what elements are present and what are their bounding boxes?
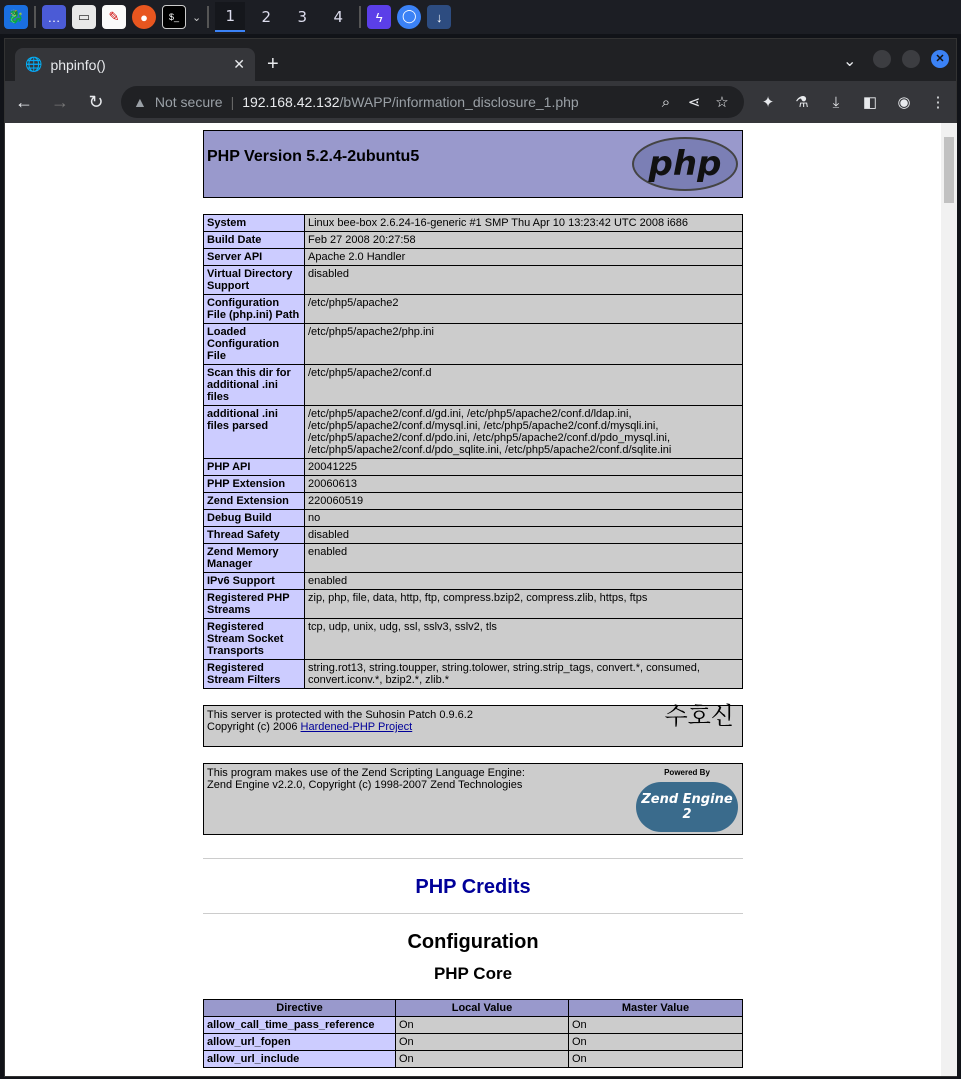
suhosin-text: This server is protected with the Suhosin Patch 0.9.6.2 [207,709,473,721]
info-table [203,214,743,689]
zend-copyright: Zend Engine v2.2.0, Copyright (c) 1998-2007 Zend Technologies [207,779,523,791]
not-secure-label[interactable]: Not secure [154,94,223,110]
info-row [204,544,743,573]
info-value: disabled [305,266,743,295]
page-content [5,123,941,1076]
desktop-icon[interactable]: … [42,5,66,29]
info-value: /etc/php5/apache2/conf.d/gd.ini, /etc/php5/apache2/conf.d/ldap.ini, /etc/php5/apache2/conf.d/mysql.ini, /etc/php5/apache2/conf.d/mysqli.ini, /etc/php5/apache2/conf.d/pdo.ini, /etc/php5/apache2/conf.d/pdo_mysql.ini, /etc/php5/apache2/conf.d/pdo_sqlite.ini, /etc/php5/apache2/conf.d/sqlite.ini [305,406,743,459]
info-key: Server API [204,249,305,266]
toolbar [5,81,956,123]
info-key: Virtual Directory Support [204,266,305,295]
url-host: 192.168.42.132 [242,94,340,110]
info-value: Linux bee-box 2.6.24-16-generic #1 SMP Thu Apr 10 13:23:42 UTC 2008 i686 [305,215,743,232]
info-key: Scan this dir for additional .ini files [204,365,305,406]
info-value: 220060519 [305,493,743,510]
info-row [204,619,743,660]
suhosin-copyright: Copyright (c) 2006 [207,721,301,733]
info-row [204,459,743,476]
workspace-2[interactable]: 2 [261,8,271,26]
terminal-icon[interactable]: $_ [162,5,186,29]
column-header: Local Value [396,1000,569,1017]
column-header: Master Value [569,1000,743,1017]
directive-row [204,1051,743,1068]
powered-by-label: Powered By [664,768,710,777]
info-value: 20060613 [305,476,743,493]
share-icon[interactable]: ⋖ [687,94,701,111]
info-row [204,215,743,232]
info-value: Apache 2.0 Handler [305,249,743,266]
hardened-php-link[interactable]: Hardened-PHP Project [300,721,413,733]
close-tab-icon[interactable]: ✕ [233,56,245,72]
globe-icon: 🌐 [25,56,43,72]
info-value: enabled [305,573,743,590]
info-row [204,406,743,459]
column-header: Directive [204,1000,396,1017]
info-key: IPv6 Support [204,573,305,590]
tab-strip [5,39,956,81]
zend-text: This program makes use of the Zend Scripting Language Engine: [207,767,525,779]
php-credits-link[interactable]: PHP Credits [415,876,531,898]
info-value: tcp, udp, unix, udg, ssl, sslv3, sslv2, tls [305,619,743,660]
master-value: On [569,1034,743,1051]
minimize-button[interactable] [873,50,891,68]
browser-window [4,38,957,1077]
info-key: Registered Stream Socket Transports [204,619,305,660]
info-row [204,476,743,493]
text-editor-icon[interactable]: ✎ [102,5,126,29]
info-row [204,493,743,510]
info-key: Registered Stream Filters [204,660,305,689]
local-value: On [396,1034,569,1051]
php-core-table [203,999,743,1068]
suhosin-box [203,702,743,747]
forward-icon[interactable]: → [51,91,69,112]
tab-title: phpinfo() [50,56,106,73]
info-value: zip, php, file, data, http, ftp, compress.bzip2, compress.zlib, https, ftps [305,590,743,619]
downloads-folder-icon[interactable]: ↓ [427,5,451,29]
info-row [204,266,743,295]
directive-name: allow_url_include [204,1051,396,1068]
bookmark-star-icon[interactable]: ☆ [715,94,729,111]
master-value: On [569,1051,743,1068]
info-key: PHP Extension [204,476,305,493]
info-row [204,527,743,544]
close-window-button[interactable]: ✕ [931,50,949,68]
info-row [204,249,743,266]
workspace-3[interactable]: 3 [297,8,307,26]
info-key: System [204,215,305,232]
info-value: 20041225 [305,459,743,476]
info-row [204,573,743,590]
divider [203,858,743,859]
directive-row [204,1034,743,1051]
info-row [204,324,743,365]
zend-engine-logo: Zend Engine 2 [636,782,738,832]
new-tab-button[interactable]: + [267,53,279,75]
profile-avatar[interactable]: ◉ [897,94,911,111]
scrollbar[interactable] [941,123,957,1076]
chromium-icon[interactable]: ◯ [397,5,421,29]
directive-name: allow_url_fopen [204,1034,396,1051]
php-core-heading: PHP Core [433,964,513,983]
info-value: no [305,510,743,527]
workspace-4[interactable]: 4 [333,8,343,26]
info-value: /etc/php5/apache2 [305,295,743,324]
divider [359,6,361,28]
tab-phpinfo[interactable] [15,48,255,81]
info-value: /etc/php5/apache2/php.ini [305,324,743,365]
info-key: Build Date [204,232,305,249]
info-value: disabled [305,527,743,544]
info-row [204,590,743,619]
back-icon[interactable]: ← [15,91,33,112]
suhosin-logo[interactable]: 수호신 [664,702,734,730]
directive-row [204,1017,743,1034]
url-path: /bWAPP/information_disclosure_1.php [339,94,579,110]
info-key: Configuration File (php.ini) Path [204,295,305,324]
info-key: PHP API [204,459,305,476]
info-row [204,232,743,249]
zend-logo[interactable] [636,767,738,832]
info-key: Zend Extension [204,493,305,510]
info-key: Loaded Configuration File [204,324,305,365]
php-logo[interactable]: php [632,137,738,191]
info-row [204,510,743,527]
extensions-icon[interactable]: ✦ [761,94,775,111]
info-value: /etc/php5/apache2/conf.d [305,365,743,406]
info-value: Feb 27 2008 20:27:58 [305,232,743,249]
file-manager-icon[interactable]: ▭ [72,5,96,29]
labs-icon[interactable]: ⚗ [795,94,809,111]
app-bolt-icon[interactable]: ϟ [367,5,391,29]
directive-name: allow_call_time_pass_reference [204,1017,396,1034]
maximize-button[interactable] [902,50,920,68]
php-version-title: PHP Version 5.2.4-2ubuntu5 [207,148,420,165]
zend-box [203,763,743,835]
info-row [204,660,743,689]
divider [203,913,743,914]
master-value: On [569,1017,743,1034]
kali-menu-icon[interactable]: 🐉 [4,5,28,29]
info-value: string.rot13, string.toupper, string.tolower, string.strip_tags, convert.*, consumed, convert.iconv.*, bzip2.*, zlib.* [305,660,743,689]
local-value: On [396,1051,569,1068]
tab-search-icon[interactable]: ⌄ [843,53,857,70]
chevron-down-icon[interactable]: ⌄ [192,11,202,24]
reload-icon[interactable]: ↻ [88,91,104,112]
scrollbar-thumb[interactable] [944,137,954,203]
zoom-icon[interactable]: ⌕ [661,93,671,111]
menu-icon[interactable]: ⋮ [930,94,946,111]
info-key: Registered PHP Streams [204,590,305,619]
info-key: additional .ini files parsed [204,406,305,459]
workspace-1[interactable]: 1 [215,2,245,32]
info-key: Zend Memory Manager [204,544,305,573]
info-key: Thread Safety [204,527,305,544]
info-row [204,365,743,406]
firefox-icon[interactable]: ● [132,5,156,29]
taskbar [0,0,961,34]
info-row [204,295,743,324]
download-icon[interactable]: ⤓ [832,93,840,111]
side-panel-icon[interactable]: ◧ [862,94,878,111]
divider [34,6,36,28]
info-value: enabled [305,544,743,573]
php-version-header [203,130,743,198]
address-bar[interactable]: ▲ Not secure | 192.168.42.132/bWAPP/information_disclosure_1.php ⌕ ⋖ ☆ [121,86,744,118]
warning-icon: ▲ [133,94,147,110]
local-value: On [396,1017,569,1034]
info-key: Debug Build [204,510,305,527]
divider [207,6,209,28]
configuration-heading: Configuration [407,931,539,953]
